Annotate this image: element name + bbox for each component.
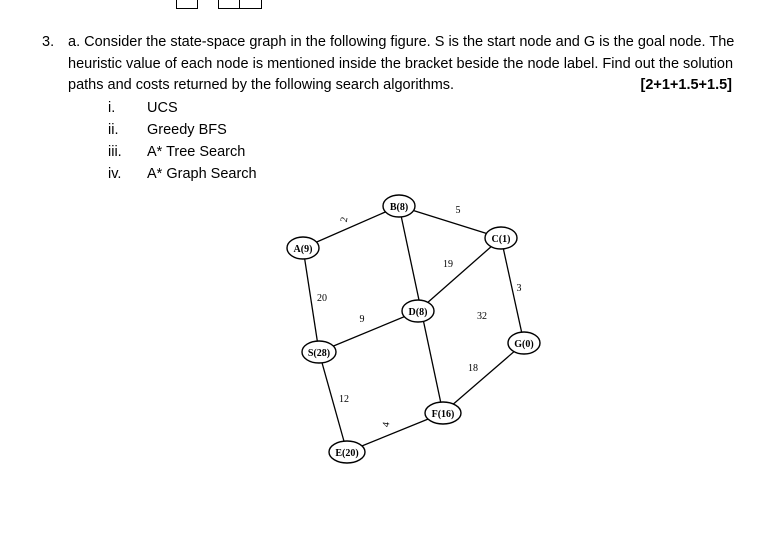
edge-weight: 19: [443, 259, 453, 270]
algorithm-name: A* Tree Search: [147, 144, 246, 160]
node-label: B(8): [389, 202, 409, 213]
algorithm-name: A* Graph Search: [147, 166, 257, 182]
question-number: 3.: [42, 34, 55, 50]
question-text-line-3: paths and costs returned by the following search algorithms.: [68, 77, 455, 93]
edge-weight: 5: [455, 205, 461, 216]
node-label: A(9): [293, 244, 313, 255]
node-label: G(0): [514, 339, 534, 350]
edge-weight: 4: [380, 421, 393, 428]
question-text-line-2: heuristic value of each node is mentioned inside the bracket beside the node label. Find out the solution: [68, 55, 734, 72]
edge-g-f: [443, 343, 524, 413]
edge-weight: 9: [359, 314, 365, 325]
marks-distribution: [2+1+1.5+1.5]: [640, 77, 732, 93]
algorithm-number: ii.: [108, 122, 119, 138]
node-label: S(28): [307, 348, 331, 359]
node-label: C(1): [491, 234, 511, 245]
edge-d-c: [418, 238, 501, 311]
node-label: D(8): [408, 307, 428, 318]
edge-weight: 18: [468, 363, 478, 374]
edge-b-c: [399, 206, 501, 238]
node-label: F(16): [431, 409, 455, 420]
edge-weight: 3: [516, 283, 522, 294]
question-text-line-1: a. Consider the state-space graph in the following figure. S is the start node and G is the goal node. The: [68, 34, 735, 50]
algorithm-number: i.: [108, 100, 116, 116]
algorithm-number: iii.: [108, 144, 122, 160]
node-label: E(20): [335, 448, 359, 459]
edge-weight: 32: [477, 311, 487, 322]
algorithm-name: UCS: [147, 100, 178, 116]
edge-weight: 12: [339, 394, 349, 405]
algorithm-name: Greedy BFS: [147, 122, 227, 138]
edge-weight: 20: [317, 293, 327, 304]
edge-weight: 2: [338, 216, 351, 223]
algorithm-number: iv.: [108, 166, 122, 182]
edge-a-b: [303, 206, 399, 248]
